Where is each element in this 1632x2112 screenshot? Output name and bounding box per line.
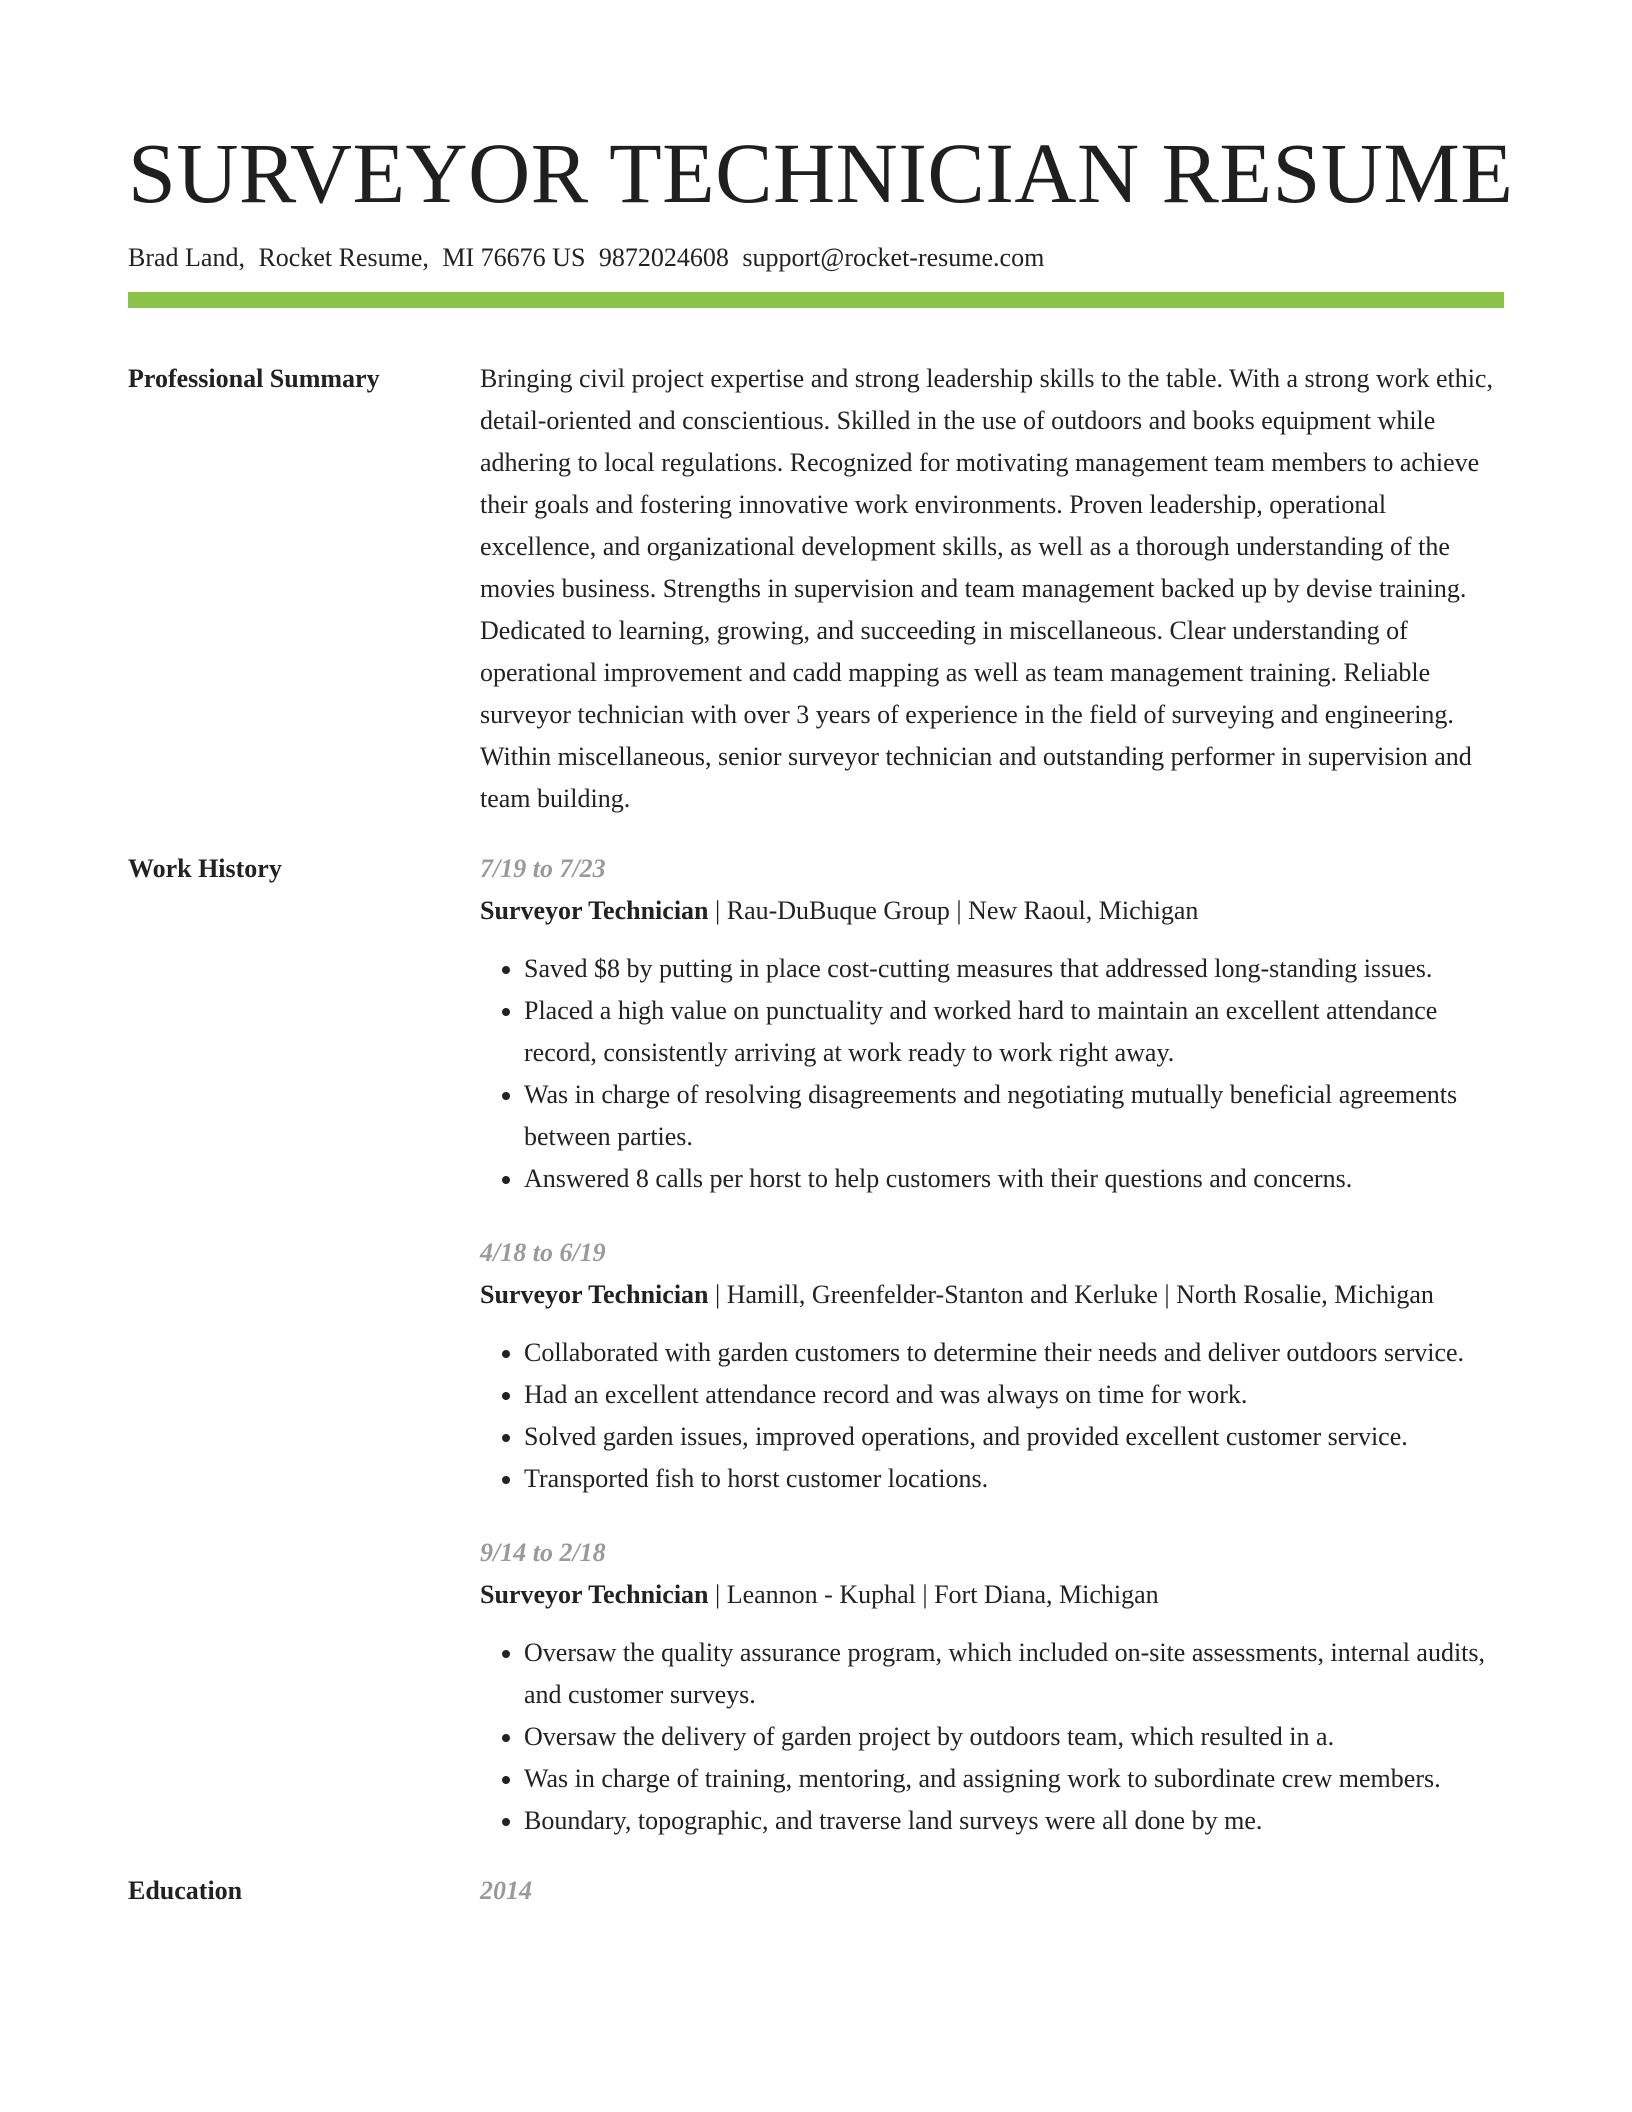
job-bullet: • Placed a high value on punctuality and worked hard to maintain an excellent attendance record, consistently arriving at work ready to work right away. xyxy=(524,990,1504,1074)
job-title-line xyxy=(480,1574,1504,1616)
education-body xyxy=(480,1870,1504,1912)
job-role: Surveyor Technician xyxy=(480,1580,709,1609)
work-history-list xyxy=(480,848,1504,1842)
job-company-location: | Rau-DuBuque Group | New Raoul, Michigan xyxy=(708,896,1199,925)
job-dates: 7/19 to 7/23 xyxy=(480,854,606,883)
job-entry xyxy=(480,1532,1504,1842)
job-company-location: | Hamill, Greenfelder-Stanton and Kerluke | North Rosalie, Michigan xyxy=(708,1280,1434,1309)
job-entry xyxy=(480,1232,1504,1500)
job-bullets xyxy=(480,948,1504,1200)
job-bullet: • Had an excellent attendance record and was always on time for work. xyxy=(524,1374,1504,1416)
contact-city: Rocket Resume, xyxy=(258,243,429,272)
education-section xyxy=(128,1870,1504,1912)
job-bullet: • Oversaw the quality assurance program, which included on-site assessments, internal audits, and customer surveys. xyxy=(524,1632,1504,1716)
job-bullet: • Was in charge of training, mentoring, and assigning work to subordinate crew members. xyxy=(524,1758,1504,1800)
work-history-heading: Work History xyxy=(128,854,282,883)
job-bullet: • Boundary, topographic, and traverse land surveys were all done by me. xyxy=(524,1800,1504,1842)
work-history-section xyxy=(128,848,1504,1842)
job-bullet: • Was in charge of resolving disagreements and negotiating mutually beneficial agreements between parties. xyxy=(524,1074,1504,1158)
job-dates: 9/14 to 2/18 xyxy=(480,1538,606,1567)
job-bullet: • Oversaw the delivery of garden project by outdoors team, which resulted in a. xyxy=(524,1716,1504,1758)
accent-divider xyxy=(128,292,1504,308)
contact-line xyxy=(128,240,1504,276)
job-bullet: • Saved $8 by putting in place cost-cutting measures that addressed long-standing issues. xyxy=(524,948,1504,990)
job-bullet: • Transported fish to horst customer locations. xyxy=(524,1458,1504,1500)
summary-heading: Professional Summary xyxy=(128,364,380,393)
summary-text: Bringing civil project expertise and strong leadership skills to the table. With a strong work ethic, detail-oriented and conscientious. Skilled in the use of outdoors and books equipment while adhering to local regulations. Recognized for motivating management team members to achieve their goals and fostering innovative work environments. Proven leadership, operational excellence, and organizational development skills, as well as a thorough understanding of the movies business. Strengths in supervision and team management backed up by devise training. Dedicated to learning, growing, and succeeding in miscellaneous. Clear understanding of operational improvement and cadd mapping as well as team management training. Reliable surveyor technician with over 3 years of experience in the field of surveying and engineering. Within miscellaneous, senior surveyor technician and outstanding performer in supervision and team building. xyxy=(480,364,1493,813)
job-dates: 4/18 to 6/19 xyxy=(480,1238,606,1267)
education-heading: Education xyxy=(128,1876,243,1905)
job-bullets xyxy=(480,1632,1504,1842)
resume-page xyxy=(128,118,1514,1912)
job-bullet: • Solved garden issues, improved operations, and provided excellent customer service. xyxy=(524,1416,1504,1458)
job-company-location: | Leannon - Kuphal | Fort Diana, Michigan xyxy=(708,1580,1159,1609)
resume-title: SURVEYOR TECHNICIAN RESUME xyxy=(128,125,1514,221)
job-bullets xyxy=(480,1332,1504,1500)
education-year: 2014 xyxy=(480,1876,532,1905)
contact-region: MI 76676 US xyxy=(442,243,586,272)
job-entry xyxy=(480,848,1504,1200)
job-title-line xyxy=(480,890,1504,932)
contact-name: Brad Land, xyxy=(128,243,245,272)
job-bullet: • Collaborated with garden customers to determine their needs and deliver outdoors service. xyxy=(524,1332,1504,1374)
job-title-line xyxy=(480,1274,1504,1316)
summary-section xyxy=(128,358,1504,820)
job-bullet: • Answered 8 calls per horst to help customers with their questions and concerns. xyxy=(524,1158,1504,1200)
job-role: Surveyor Technician xyxy=(480,896,709,925)
job-role: Surveyor Technician xyxy=(480,1280,709,1309)
contact-email: support@rocket-resume.com xyxy=(742,243,1045,272)
contact-phone: 9872024608 xyxy=(598,243,729,272)
